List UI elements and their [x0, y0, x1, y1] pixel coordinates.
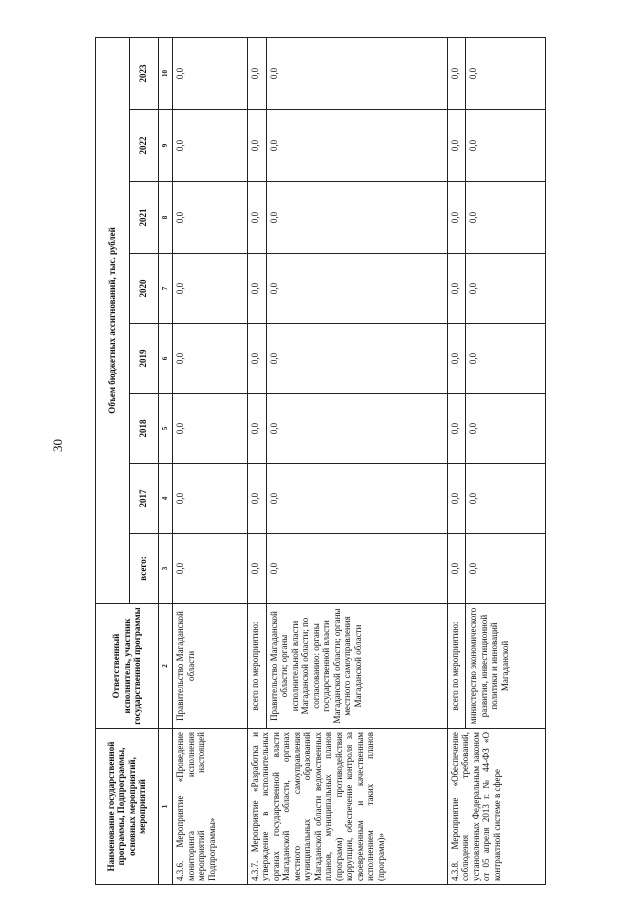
column-index: 9	[158, 110, 172, 182]
value-cell: 0,0	[266, 534, 447, 604]
table-row	[447, 37, 466, 884]
value-cell: 0,0	[466, 254, 546, 324]
value-cell: 0,0	[247, 182, 266, 254]
value-cell: 0,0	[266, 464, 447, 534]
value-cell: 0,0	[466, 394, 546, 464]
column-index: 4	[158, 464, 172, 534]
value-cell: 0,0	[247, 37, 266, 109]
header-name-col: Наименование государственной программы, Подпрограммы, основных мероприятий, мероприятий	[96, 729, 159, 885]
value-cell: 0,0	[266, 182, 447, 254]
column-index: 6	[158, 324, 172, 394]
value-cell: 0,0	[247, 394, 266, 464]
header-year: 2022	[129, 110, 158, 182]
column-index: 7	[158, 254, 172, 324]
value-cell: 0,0	[466, 37, 546, 109]
column-index: 3	[158, 534, 172, 604]
value-cell: 0,0	[173, 394, 248, 464]
value-cell: 0,0	[466, 534, 546, 604]
header-year: 2019	[129, 324, 158, 394]
rotated-table-container	[95, 38, 546, 885]
value-cell: 0,0	[447, 110, 466, 182]
responsible-cell: министерство экономического развития, инвестиционной политики и инноваций Магаданской	[466, 604, 546, 729]
value-cell: 0,0	[447, 37, 466, 109]
measure-name: 4.3.6. Мероприятие «Проведение мониторинга исполнения мероприятий настоящей Подпрограммы»	[173, 729, 248, 885]
value-cell: 0,0	[466, 324, 546, 394]
value-cell: 0,0	[173, 182, 248, 254]
measure-name: 4.3.7. Мероприятие «Разработка и утверждение в исполнительных органах государственной власти Магаданской области, органах местного самоуправления муниципальных образований Магаданской области ведомственных планов, муниципальных планов (программ) противодействия коррупции, обеспечение контроля за своевременным и качественным исполнением таких планов (программ)»	[247, 729, 447, 885]
responsible-cell: всего по мероприятию:	[247, 604, 266, 729]
value-cell: 0,0	[173, 110, 248, 182]
value-cell: 0,0	[466, 110, 546, 182]
value-cell: 0,0	[447, 464, 466, 534]
value-cell: 0,0	[266, 324, 447, 394]
column-index: 2	[158, 604, 172, 729]
value-cell: 0,0	[247, 324, 266, 394]
header-total: всего:	[129, 534, 158, 604]
value-cell: 0,0	[266, 394, 447, 464]
column-index: 1	[158, 729, 172, 885]
header-year: 2018	[129, 394, 158, 464]
table-row	[247, 37, 266, 884]
header-year: 2023	[129, 37, 158, 109]
value-cell: 0,0	[247, 254, 266, 324]
value-cell: 0,0	[247, 110, 266, 182]
header-year: 2020	[129, 254, 158, 324]
column-index: 10	[158, 37, 172, 109]
value-cell: 0,0	[466, 464, 546, 534]
value-cell: 0,0	[173, 254, 248, 324]
value-cell: 0,0	[447, 394, 466, 464]
value-cell: 0,0	[247, 534, 266, 604]
value-cell: 0,0	[173, 324, 248, 394]
table-row	[173, 37, 248, 884]
measure-name: 4.3.8. Мероприятие «Обеспечение соблюдения требований, установленных Федеральным законом от 05 апреля 2013 г. № 44-ФЗ «О контрактной системе в сфере	[447, 729, 545, 885]
value-cell: 0,0	[447, 324, 466, 394]
value-cell: 0,0	[173, 37, 248, 109]
column-index: 8	[158, 182, 172, 254]
header-resp-col: Ответственный исполнитель, участник государственной программы	[96, 604, 159, 729]
responsible-cell: Правительство Магаданской области	[173, 604, 248, 729]
header-year: 2017	[129, 464, 158, 534]
value-cell: 0,0	[173, 534, 248, 604]
value-cell: 0,0	[447, 254, 466, 324]
value-cell: 0,0	[447, 534, 466, 604]
value-cell: 0,0	[447, 182, 466, 254]
value-cell: 0,0	[247, 464, 266, 534]
page-number: 30	[50, 439, 65, 452]
value-cell: 0,0	[266, 254, 447, 324]
budget-table	[95, 37, 546, 885]
column-index: 5	[158, 394, 172, 464]
responsible-cell: Правительство Магаданской области; органы исполнительной власти Магаданской области; по согласованию: органы государственной власти Магаданской области; органы местного самоуправления Магаданской области	[266, 604, 447, 729]
header-year: 2021	[129, 182, 158, 254]
value-cell: 0,0	[173, 464, 248, 534]
responsible-cell: всего по мероприятию:	[447, 604, 466, 729]
value-cell: 0,0	[266, 37, 447, 109]
header-budget-group: Объем бюджетных ассигнований, тыс. рублей	[96, 37, 130, 603]
value-cell: 0,0	[466, 182, 546, 254]
value-cell: 0,0	[266, 110, 447, 182]
